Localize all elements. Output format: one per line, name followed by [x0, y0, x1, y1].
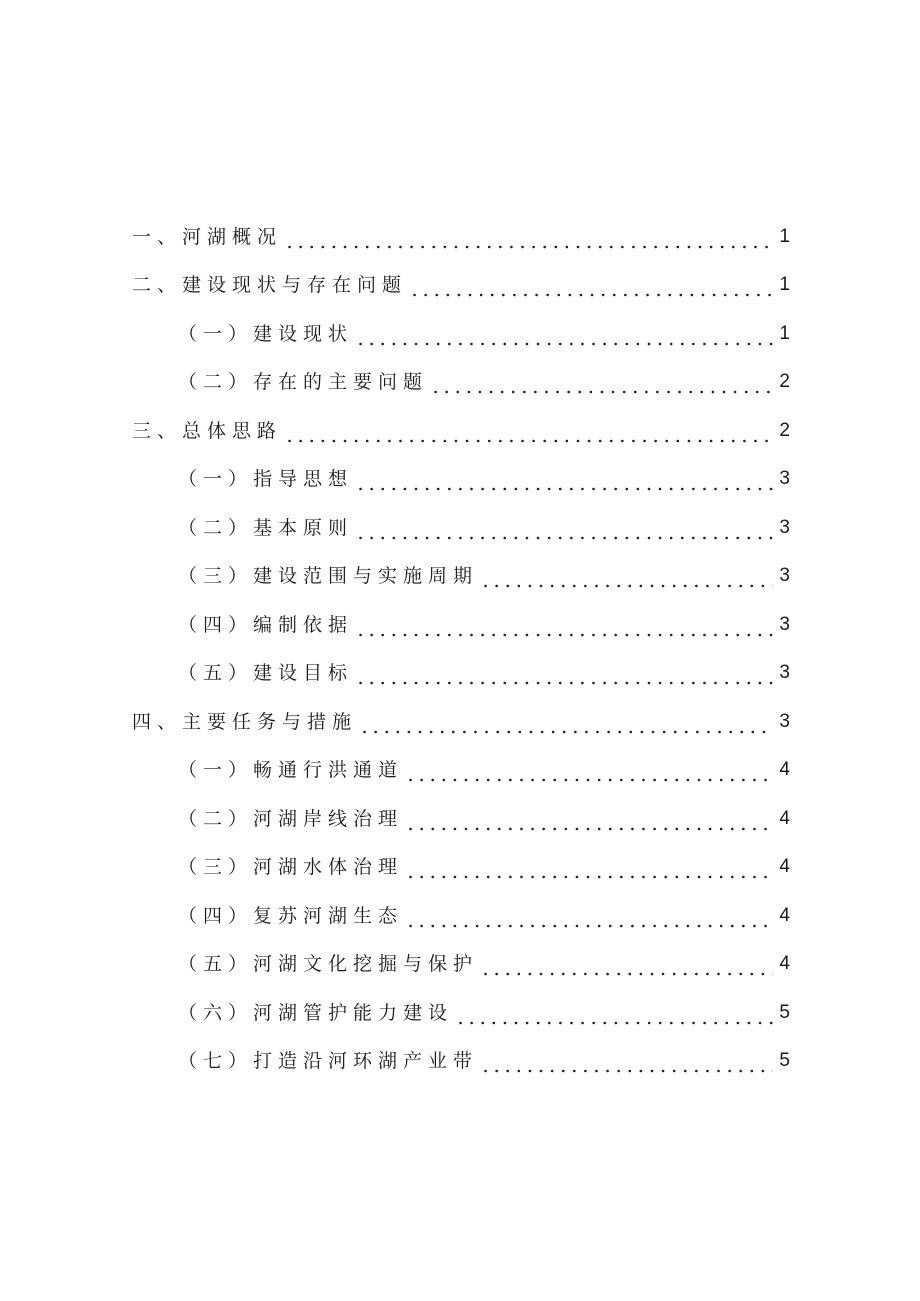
toc-page-number: 1 [779, 274, 790, 295]
toc-entry-title: （一）建设现状 [178, 323, 354, 345]
dot-leader [405, 904, 773, 928]
dot-leader [355, 467, 773, 491]
toc-entry[interactable] [0, 364, 790, 398]
toc-page-number: 4 [779, 905, 790, 926]
dot-leader [409, 273, 773, 297]
dot-leader [359, 710, 773, 734]
dot-leader [480, 564, 773, 588]
toc-entry-title: （三）建设范围与实施周期 [178, 565, 479, 587]
toc-entry[interactable] [0, 1043, 790, 1077]
dot-leader [355, 516, 773, 540]
dot-leader [355, 613, 773, 637]
toc-entry[interactable] [0, 704, 790, 738]
toc-entry-title: （一）指导思想 [178, 468, 354, 490]
toc-entry[interactable] [0, 946, 790, 980]
dot-leader [480, 952, 773, 976]
toc-entry[interactable] [0, 801, 790, 835]
toc-entry-title: （六）河湖管护能力建设 [178, 1002, 454, 1024]
toc-page-number: 5 [779, 1002, 790, 1023]
toc-entry-title: （七）打造沿河环湖产业带 [178, 1050, 479, 1072]
dot-leader [405, 855, 773, 879]
dot-leader [284, 225, 773, 249]
toc-page-number: 3 [779, 517, 790, 538]
toc-entry-title: 一、河湖概况 [132, 226, 283, 248]
toc-entry-title: （二）河湖岸线治理 [178, 808, 404, 830]
toc-entry[interactable] [0, 558, 790, 592]
toc-entry-title: 三、总体思路 [132, 420, 283, 442]
toc-page-number: 3 [779, 711, 790, 732]
toc-page-number: 4 [779, 856, 790, 877]
toc-entry-title: （三）河湖水体治理 [178, 856, 404, 878]
toc-entry-title: （一）畅通行洪通道 [178, 759, 404, 781]
dot-leader [355, 661, 773, 685]
dot-leader [455, 1001, 773, 1025]
toc-page-number: 3 [779, 565, 790, 586]
toc-entry[interactable] [0, 461, 790, 495]
toc-entry-title: （五）建设目标 [178, 662, 354, 684]
toc-entry[interactable] [0, 510, 790, 544]
toc-entry[interactable] [0, 849, 790, 883]
dot-leader [430, 370, 773, 394]
toc-page-number: 3 [779, 468, 790, 489]
dot-leader [405, 758, 773, 782]
toc-page-number: 4 [779, 953, 790, 974]
toc-entry[interactable] [0, 995, 790, 1029]
toc-entry-title: 四、主要任务与措施 [132, 711, 358, 733]
dot-leader [355, 322, 773, 346]
toc-entry-title: 二、建设现状与存在问题 [132, 274, 408, 296]
toc-entry[interactable] [0, 607, 790, 641]
toc-page-number: 2 [779, 420, 790, 441]
toc-page-number: 1 [779, 323, 790, 344]
toc-entry[interactable] [0, 655, 790, 689]
toc-page-number: 4 [779, 759, 790, 780]
toc-page-number: 4 [779, 808, 790, 829]
toc-entry[interactable] [0, 316, 790, 350]
dot-leader [480, 1049, 773, 1073]
toc-page-number: 3 [779, 662, 790, 683]
toc-entry[interactable] [0, 413, 790, 447]
toc-entry-title: （四）复苏河湖生态 [178, 905, 404, 927]
dot-leader [284, 419, 773, 443]
toc-entry-title: （五）河湖文化挖掘与保护 [178, 953, 479, 975]
toc-entry[interactable] [0, 898, 790, 932]
toc-entry-title: （四）编制依据 [178, 614, 354, 636]
toc-entry[interactable] [0, 219, 790, 253]
toc-entry[interactable] [0, 752, 790, 786]
toc-page-number: 5 [779, 1050, 790, 1071]
dot-leader [405, 807, 773, 831]
toc-page-number: 3 [779, 614, 790, 635]
toc-entry-title: （二）基本原则 [178, 517, 354, 539]
toc-page-number: 2 [779, 371, 790, 392]
toc-entry[interactable] [0, 267, 790, 301]
toc-entry-title: （二）存在的主要问题 [178, 371, 429, 393]
toc-page-number: 1 [779, 226, 790, 247]
